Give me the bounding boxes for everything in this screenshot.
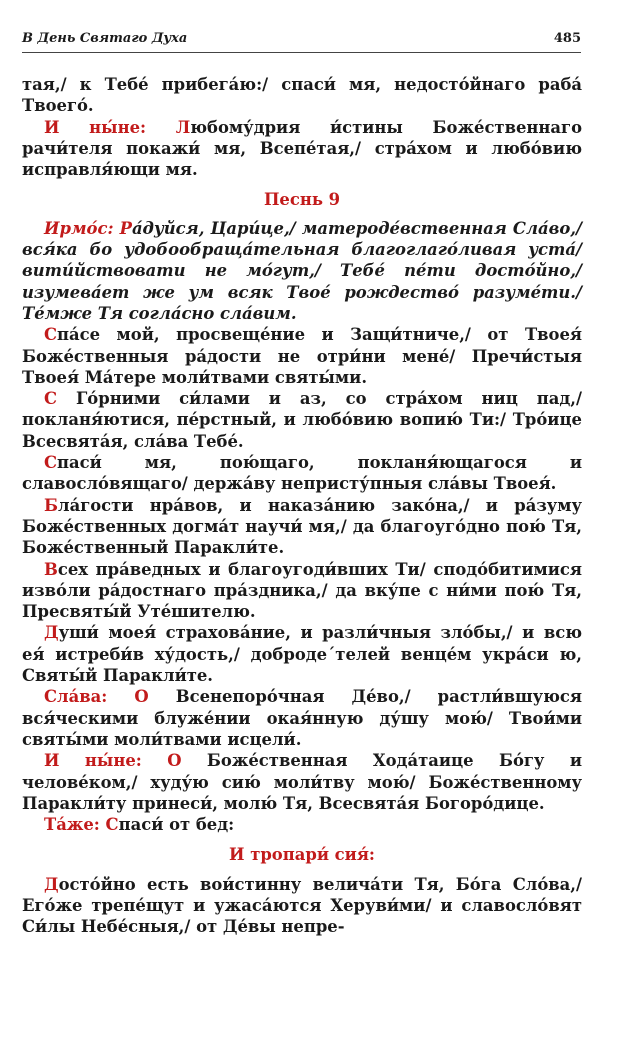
paragraph: Души́ моея́ страхова́ние, и разли́чныя зло́бы,/ и всю ея́ истреби́в ху́дость,/ добродe´телей венце́м укра́си ю, Святы́й Паракли́те. (22, 623, 582, 686)
rubric-lead: Ирмо́с: Р (44, 218, 132, 238)
paragraph: Всех пра́ведных и благоугоди́вших Ти/ сподо́битимися изво́ли ра́достнаго пра́здника,/ да вку́пе с ни́ми пою́ Тя, Пресвяты́й Уте́шителю. (22, 559, 582, 622)
rubric-lead: И ны́не: О (44, 751, 182, 771)
paragraph: Сла́ва: О Всенепоро́чная Де́во,/ растли́вшуюся вся́ческими блуже́нии окая́нную ду́шу мою́/ Твои́ми святы́ми моли́твами исцели́. (22, 687, 582, 749)
paragraph: Досто́йно есть вои́стинну велича́ти Тя, Бо́га Сло́ва,/ Его́же трепе́щут и ужаса́ются Херуви́ми/ и славосло́вят Си́лы Небе́сныя,/ от Де́вы непре- (22, 874, 582, 937)
drop-letter: Б (44, 495, 59, 515)
drop-letter: С (44, 453, 58, 473)
paragraph: Спаси́ мя, пою́щаго, покланя́ющагося и славосло́вящаго/ держа́ву непристу́пныя сла́вы Твоея́. (22, 453, 582, 494)
paragraph: Та́же: Спаси́ от бед: (44, 815, 235, 835)
rubric-lead: И ны́не: Л (44, 117, 191, 137)
drop-letter: С (44, 389, 58, 409)
running-title: В День Святаго Духа (22, 31, 188, 46)
paragraph: И ны́не: О Боже́ственная Хода́таице Бо́гу и челове́ком,/ худу́ю сию́ моли́тву мою́/ Боже́ственному Паракли́ту принеси́, молю́ Тя, Всесвята́я Богоро́дице. (22, 751, 582, 813)
rubric-lead: Сла́ва: О (44, 687, 149, 707)
paragraph: И ны́не: Любому́дрия и́стины Боже́ственнаго рачи́теля покажи́ мя, Всепе́тая,/ стра́хом и любо́вию исправля́ющи мя. (22, 117, 582, 180)
running-header (22, 28, 581, 53)
drop-letter: Д (44, 623, 59, 643)
paragraph: Спа́се мой, просвеще́ние и Защи́тниче,/ от Твоея́ Боже́ственныя ра́дости не отри́ни мене́/ Пречи́стыя Твоея́ Ма́тере моли́твами святы́ми. (22, 325, 582, 387)
troparia-heading: И тропари́ сия́: (229, 845, 375, 865)
paragraph: С Го́рними си́лами и аз, со стра́хом ниц пад,/ покланя́ютися, пе́рстный, и любо́вию вопию́ Ти:/ Тро́ице Всесвята́я, сла́ва Тебе́. (22, 389, 582, 451)
paragraph: тая,/ к Тебе́ прибега́ю:/ спаси́ мя, недосто́йнаго раба́ Твоего́. (22, 75, 582, 116)
page-number: 485 (553, 31, 581, 46)
drop-letter: Д (44, 874, 59, 894)
paragraph: Бла́гости нра́вов, и наказа́нию зако́на,/ и ра́зуму Боже́ственных догма́т научи́ мя,/ да благоуго́дно пою́ Тя, Боже́ственный Паракли́те. (22, 495, 582, 558)
ode-heading: Песнь 9 (263, 190, 341, 210)
irmos-paragraph: Ирмо́с: Ра́дуйся, Цари́це,/ матероде́вственная Сла́во,/ вся́ка бо удобообраща́тельная благоглаго́ливая уста́/ вити́йствовати не мо́гут,/ Тебе́ пе́ти досто́йно,/ изумева́ет же ум всяк Твое́ рождество́ разуме́ти./ Те́мже Тя согла́сно сла́вим. (22, 218, 582, 323)
drop-letter: В (44, 559, 58, 579)
drop-letter: С (44, 325, 58, 345)
page-body (22, 74, 582, 938)
rubric-lead: Та́же: С (44, 815, 119, 835)
